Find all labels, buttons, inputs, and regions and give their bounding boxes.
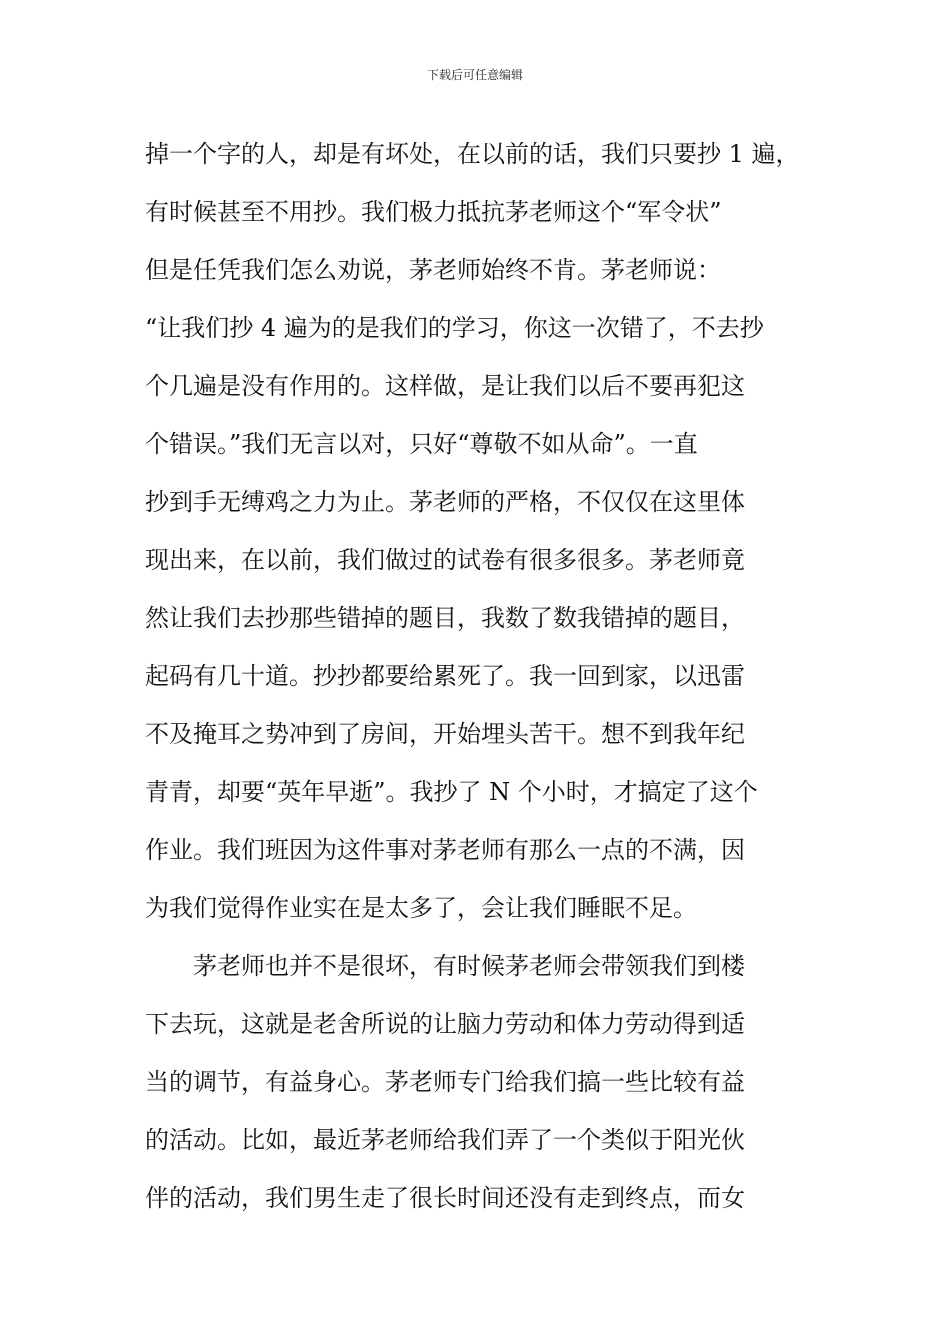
text-line: “让我们抄 4 遍为的是我们的学习，你这一次错了，不去抄 [145,314,764,342]
text-line: 掉一个字的人，却是有坏处，在以前的话，我们只要抄 1 遍， [145,140,800,168]
text-line: 下去玩，这就是老舍所说的让脑力劳动和体力劳动得到适 [145,1010,745,1038]
text-line: 当的调节，有益身心。茅老师专门给我们搞一些比较有益 [145,1068,745,1096]
body-text [145,125,815,1227]
text-line: 的活动。比如，最近茅老师给我们弄了一个类似于阳光伙 [145,1126,745,1154]
page-header: 下载后可任意编辑 [426,68,523,82]
text-line: 伴的活动，我们男生走了很长时间还没有走到终点，而女 [145,1184,745,1212]
text-line: 为我们觉得作业实在是太多了，会让我们睡眠不足。 [145,894,697,922]
text-line: 个错误。”我们无言以对，只好“尊敬不如从命”。一直 [145,430,698,458]
text-line: 然让我们去抄那些错掉的题目，我数了数我错掉的题目， [145,604,745,632]
text-line: 个几遍是没有作用的。这样做，是让我们以后不要再犯这 [145,372,745,400]
text-line: 抄到手无缚鸡之力为止。茅老师的严格，不仅仅在这里体 [145,488,745,516]
text-line: 现出来，在以前，我们做过的试卷有很多很多。茅老师竟 [145,546,745,574]
text-line: 作业。我们班因为这件事对茅老师有那么一点的不满，因 [145,836,745,864]
text-line: 起码有几十道。抄抄都要给累死了。我一回到家，以迅雷 [145,662,745,690]
text-line: 但是任凭我们怎么劝说，茅老师始终不肯。茅老师说： [145,256,721,284]
text-line: 不及掩耳之势冲到了房间，开始埋头苦干。想不到我年纪 [145,720,745,748]
text-line: 有时候甚至不用抄。我们极力抵抗茅老师这个“军令状” [145,198,722,226]
text-line: 青青，却要“英年早逝”。我抄了 N 个小时，才搞定了这个 [145,778,758,806]
paragraph-first-line: 茅老师也并不是很坏，有时候茅老师会带领我们到楼 [193,952,745,980]
